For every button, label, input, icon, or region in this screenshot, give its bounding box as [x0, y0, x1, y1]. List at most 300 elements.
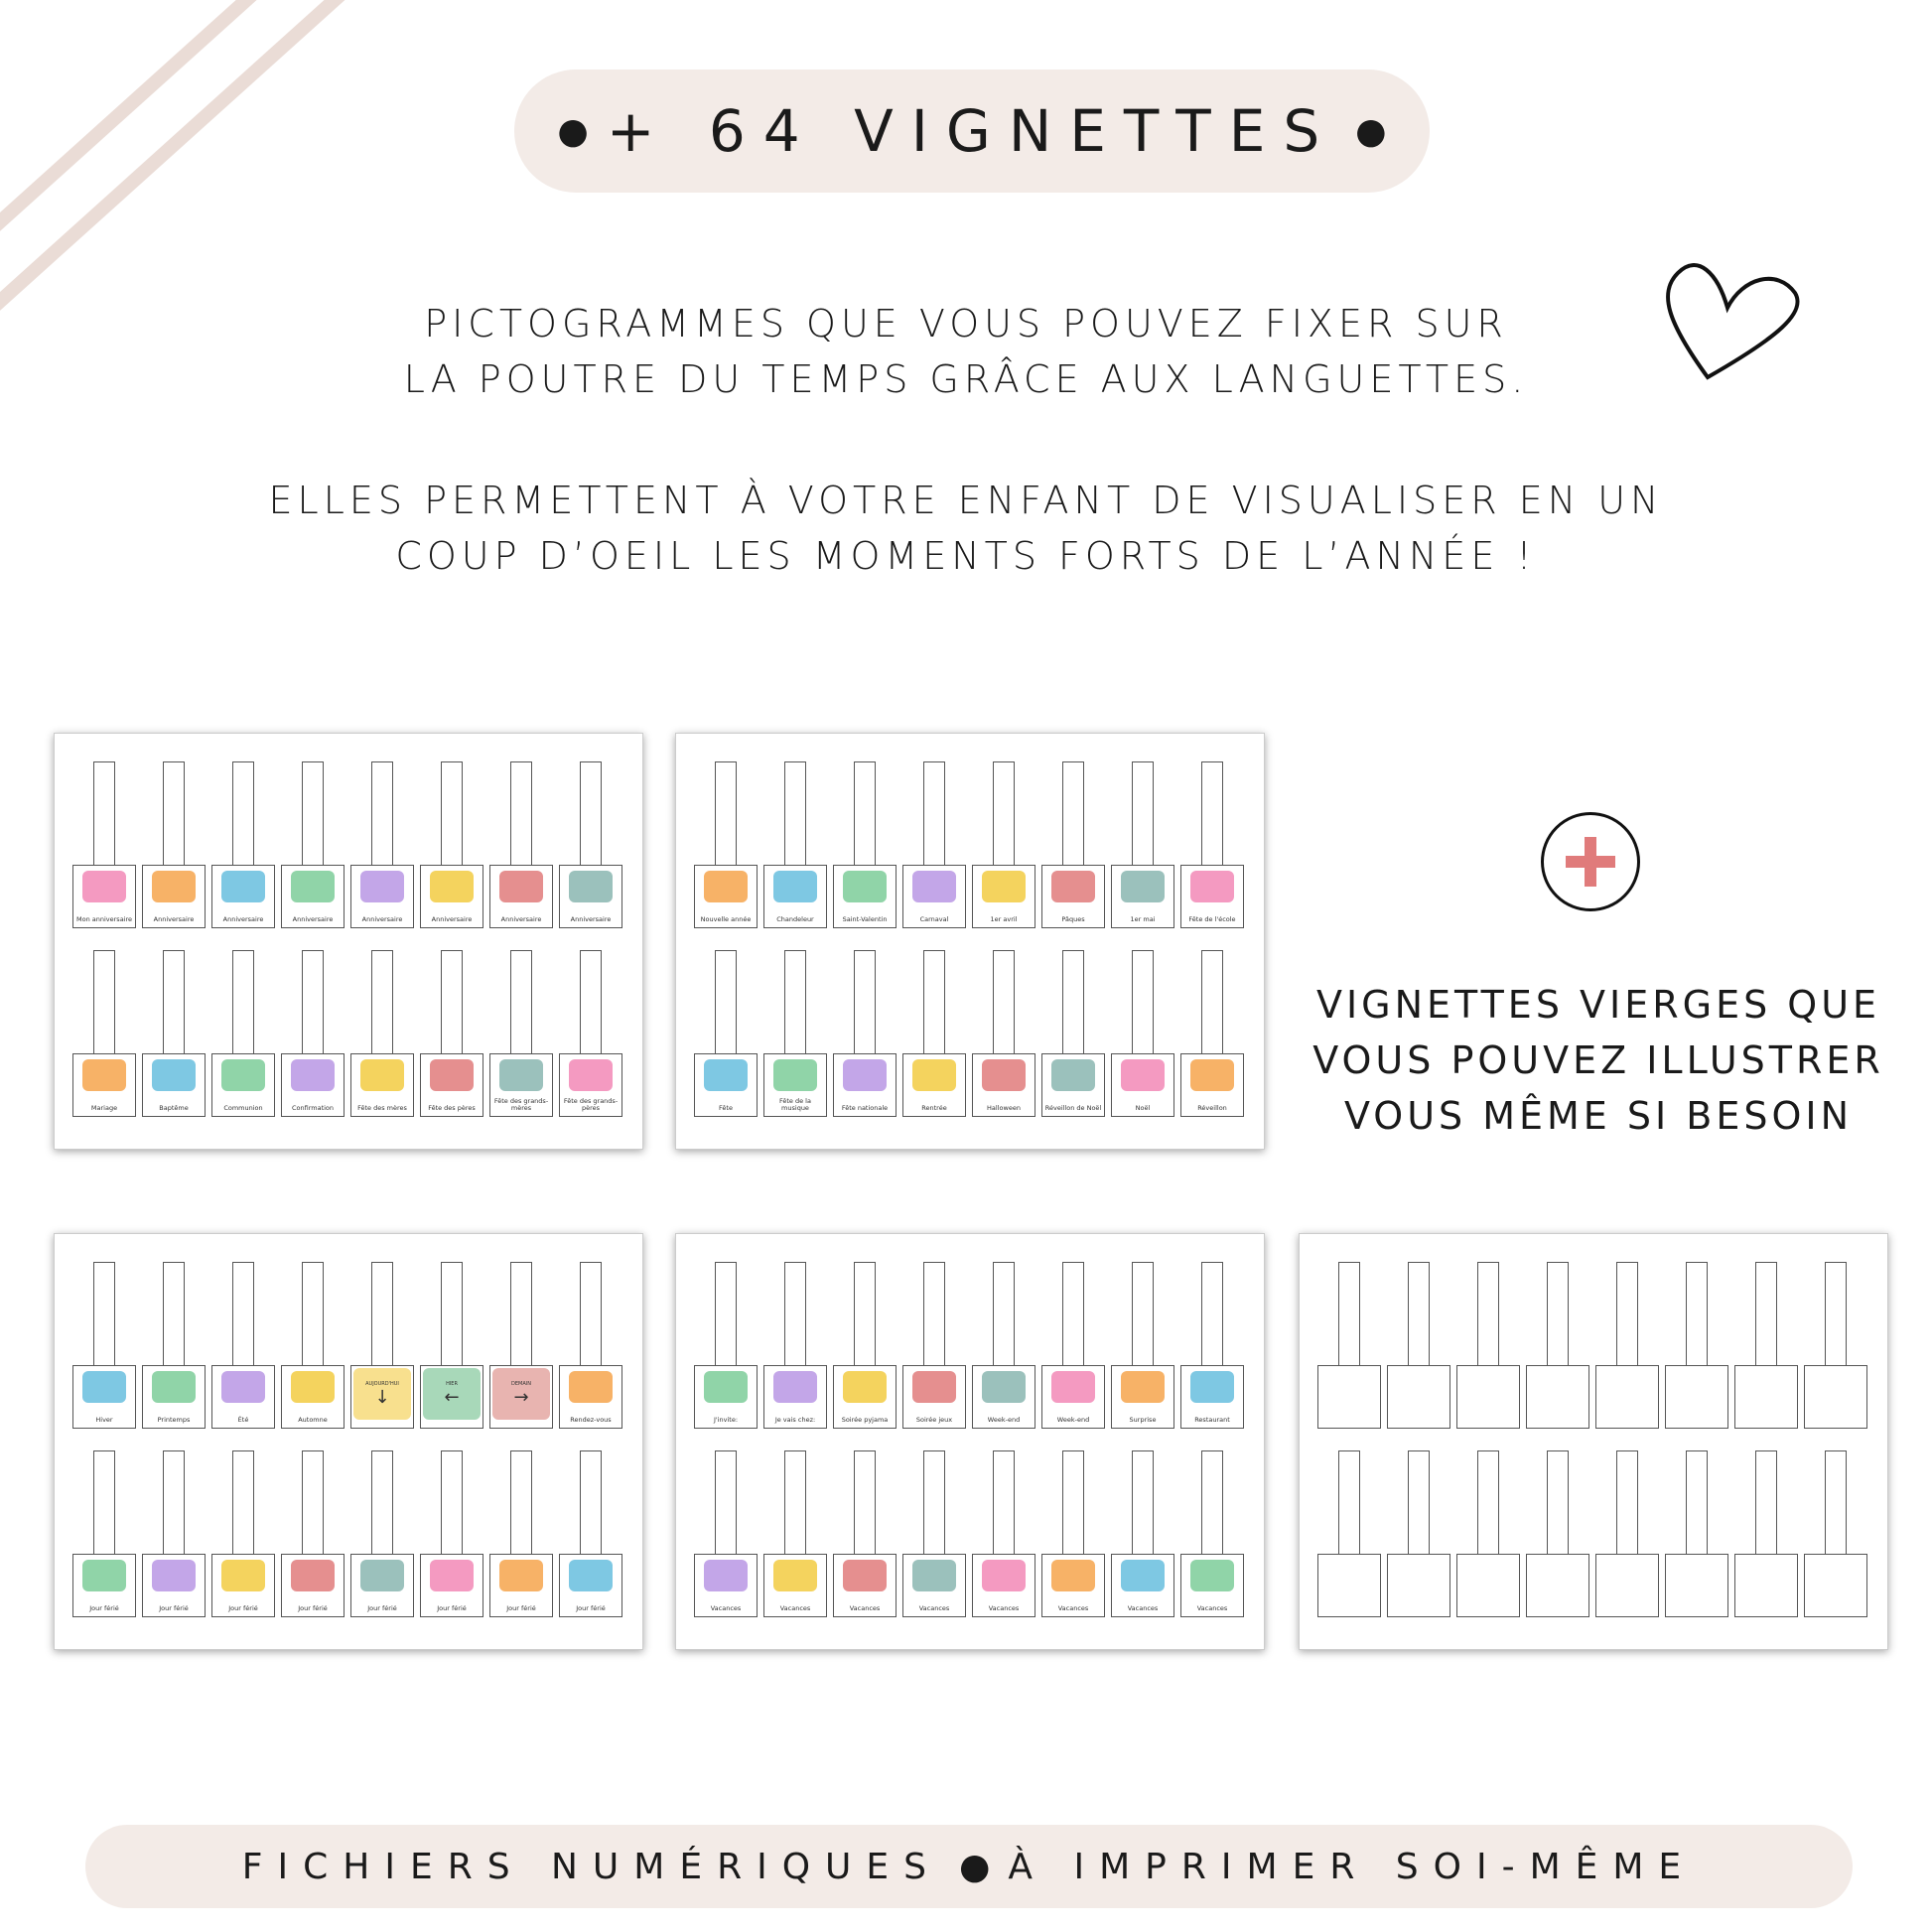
picto-image [1190, 1371, 1234, 1403]
picto-image [1121, 1371, 1165, 1403]
picto-card [833, 1365, 897, 1429]
special-card-label: AUJOURD'HUI [365, 1380, 399, 1387]
picto-image [912, 871, 956, 902]
picto-image [430, 871, 474, 902]
picto-image [430, 1059, 474, 1091]
picto-card [902, 865, 966, 928]
page-title: + 64 VIGNETTES [606, 97, 1338, 165]
tab-strip [302, 1450, 324, 1556]
tab-strip [1825, 1450, 1847, 1556]
blank-card [1456, 1365, 1520, 1429]
picto-card [763, 1053, 827, 1117]
picto-label: Vacances [849, 1604, 881, 1612]
picto-image [704, 1059, 748, 1091]
picto-card [559, 1365, 622, 1429]
picto-card [142, 865, 206, 928]
picto-image [982, 1059, 1026, 1091]
tab-strip [854, 1450, 876, 1556]
picto-label: Printemps [157, 1416, 191, 1424]
tab-strip [1755, 1262, 1777, 1367]
picto-image [843, 1560, 887, 1591]
tab-strip [923, 1262, 945, 1367]
blank-card [1317, 1365, 1381, 1429]
tab-strip [93, 1450, 115, 1556]
picto-label: Fête des grands-pères [563, 1097, 619, 1112]
tab-strip [854, 761, 876, 867]
picto-image [704, 871, 748, 902]
tab-strip [93, 761, 115, 867]
tab-strip [302, 950, 324, 1055]
picto-label: Communion [223, 1104, 263, 1112]
printable-sheet [54, 1233, 643, 1650]
picto-label: Vacances [988, 1604, 1020, 1612]
tab-strip [1132, 1450, 1154, 1556]
tab-strip [371, 950, 393, 1055]
tab-strip [1132, 761, 1154, 867]
picto-card [902, 1365, 966, 1429]
picto-image [569, 1059, 613, 1091]
blank-card [1317, 1554, 1381, 1617]
picto-image [82, 871, 126, 902]
tab-strip [1062, 1450, 1084, 1556]
tab-strip [1686, 1262, 1708, 1367]
picto-card [211, 1554, 275, 1617]
tab-strip [715, 950, 737, 1055]
picto-image [221, 1059, 265, 1091]
picto-label: Fête de l'école [1188, 915, 1236, 923]
picto-card [972, 1053, 1035, 1117]
tab-strip [784, 950, 806, 1055]
blank-card [1665, 1554, 1728, 1617]
picto-image [982, 1371, 1026, 1403]
picto-card [72, 1053, 136, 1117]
picto-label: Carnaval [919, 915, 949, 923]
tab-strip [1338, 1262, 1360, 1367]
picto-label: 1er mai [1130, 915, 1156, 923]
tab-strip [1616, 1262, 1638, 1367]
picto-card [972, 1365, 1035, 1429]
picto-card [763, 1365, 827, 1429]
picto-label: J'invite: [713, 1416, 739, 1424]
tab-strip [93, 950, 115, 1055]
tab-strip [1408, 1450, 1430, 1556]
tab-strip [1201, 1262, 1223, 1367]
tab-strip [854, 1262, 876, 1367]
picto-label: Anniversaire [153, 915, 195, 923]
picto-card [72, 1554, 136, 1617]
blank-card [1595, 1554, 1659, 1617]
tab-strip [441, 1450, 463, 1556]
picto-image [773, 871, 817, 902]
picto-label: Week-end [987, 1416, 1021, 1424]
blank-card [1456, 1554, 1520, 1617]
picto-image [1051, 1371, 1095, 1403]
picto-image [1190, 1059, 1234, 1091]
picto-image [82, 1560, 126, 1591]
tab-strip [1825, 1262, 1847, 1367]
picto-card [559, 1053, 622, 1117]
picto-image [912, 1560, 956, 1591]
picto-image [569, 871, 613, 902]
picto-card [281, 1053, 345, 1117]
picto-label: Rendez-vous [570, 1416, 612, 1424]
picto-label: Vacances [1196, 1604, 1228, 1612]
picto-card [1111, 1053, 1174, 1117]
tab-strip [441, 761, 463, 867]
picto-label: Pâques [1061, 915, 1085, 923]
picto-label: Anniversaire [361, 915, 403, 923]
picto-label: Vacances [918, 1604, 950, 1612]
picto-label: Jour férié [298, 1604, 328, 1612]
blank-card [1595, 1365, 1659, 1429]
picto-image: AUJOURD'HUI ↓ [353, 1368, 411, 1420]
tab-strip [715, 761, 737, 867]
intro-text: PICTOGRAMMES QUE VOUS POUVEZ FIXER SUR LA POUTRE DU TEMPS GRÂCE AUX LANGUETTES. [403, 302, 1529, 401]
tab-strip [993, 761, 1015, 867]
picto-card [1180, 1365, 1244, 1429]
picto-label: Fête des grands-mères [493, 1097, 549, 1112]
picto-card [1180, 1554, 1244, 1617]
picto-card [281, 1365, 345, 1429]
picto-label: Week-end [1056, 1416, 1090, 1424]
picto-image [843, 871, 887, 902]
picto-label: Anniversaire [570, 915, 612, 923]
tab-strip [784, 761, 806, 867]
picto-card [763, 865, 827, 928]
printable-sheet [1299, 1233, 1888, 1650]
tab-strip [1755, 1450, 1777, 1556]
picto-label: Jour férié [576, 1604, 606, 1612]
picto-image [569, 1560, 613, 1591]
blank-card [1526, 1554, 1589, 1617]
picto-image [152, 1371, 196, 1403]
picto-card [559, 865, 622, 928]
picto-image [1051, 871, 1095, 902]
tab-strip [923, 761, 945, 867]
tab-strip [1477, 1262, 1499, 1367]
picto-image [291, 1560, 335, 1591]
picto-label: Confirmation [291, 1104, 335, 1112]
picto-image [291, 871, 335, 902]
blank-card [1734, 1365, 1798, 1429]
picto-label: Mon anniversaire [75, 915, 133, 923]
picto-label: Anniversaire [500, 915, 542, 923]
picto-label: Jour férié [228, 1604, 258, 1612]
picto-card [559, 1554, 622, 1617]
picto-image [291, 1059, 335, 1091]
picto-label: Anniversaire [431, 915, 473, 923]
picto-card [142, 1365, 206, 1429]
tab-strip [510, 761, 532, 867]
picto-image [221, 1371, 265, 1403]
footer-left: FICHIERS NUMÉRIQUES [241, 1846, 941, 1887]
picto-image [843, 1371, 887, 1403]
picto-card [1180, 865, 1244, 928]
tab-strip [302, 761, 324, 867]
tab-strip [1132, 950, 1154, 1055]
picto-label: Jour férié [367, 1604, 397, 1612]
tab-strip [580, 950, 602, 1055]
picto-image [1121, 1560, 1165, 1591]
tab-strip [1201, 761, 1223, 867]
tab-strip [1062, 950, 1084, 1055]
picto-card [902, 1053, 966, 1117]
picto-card [763, 1554, 827, 1617]
picto-label: Surprise [1129, 1416, 1157, 1424]
picto-image [1121, 871, 1165, 902]
tab-strip [1408, 1262, 1430, 1367]
picto-card [350, 1554, 414, 1617]
picto-card [1111, 865, 1174, 928]
tab-strip [580, 1450, 602, 1556]
picto-card [833, 1053, 897, 1117]
picto-card [281, 1554, 345, 1617]
picto-label: Fête [719, 1104, 733, 1112]
picto-image [499, 1560, 543, 1591]
plus-icon [1541, 812, 1640, 911]
blank-card [1665, 1365, 1728, 1429]
picto-label: Jour férié [89, 1604, 119, 1612]
picto-image [1051, 1560, 1095, 1591]
picto-label: Baptême [159, 1104, 189, 1112]
picto-card [1041, 865, 1105, 928]
picto-image [704, 1371, 748, 1403]
picto-card [350, 1053, 414, 1117]
picto-label: Chandeleur [776, 915, 814, 923]
tab-strip [1062, 1262, 1084, 1367]
picto-card [489, 1053, 553, 1117]
picto-card [489, 865, 553, 928]
printable-sheet [675, 733, 1265, 1150]
blank-card [1804, 1554, 1867, 1617]
title-pill: ● + 64 VIGNETTES ● [514, 69, 1430, 193]
picto-label: Soirée jeux [915, 1416, 953, 1424]
picto-label: Réveillon de Noël [1044, 1104, 1102, 1112]
tab-strip [441, 1262, 463, 1367]
blank-card [1526, 1365, 1589, 1429]
picto-label: Automne [298, 1416, 328, 1424]
tab-strip [510, 1450, 532, 1556]
picto-image [912, 1371, 956, 1403]
tab-strip [993, 1450, 1015, 1556]
picto-label: Fête nationale [841, 1104, 889, 1112]
tab-strip [1547, 1450, 1569, 1556]
picto-card [489, 1554, 553, 1617]
picto-image [152, 1059, 196, 1091]
picto-image [982, 1560, 1026, 1591]
picto-card [972, 1554, 1035, 1617]
tab-strip [232, 1450, 254, 1556]
tab-strip [510, 1262, 532, 1367]
tab-strip [1338, 1450, 1360, 1556]
picto-image [499, 871, 543, 902]
footer-pill: FICHIERS NUMÉRIQUES ● À IMPRIMER SOI-MÊME [85, 1825, 1853, 1908]
picto-label: Vacances [779, 1604, 811, 1612]
picto-image [291, 1371, 335, 1403]
picto-card [350, 1365, 414, 1429]
picto-image [82, 1371, 126, 1403]
picto-image [1190, 1560, 1234, 1591]
tab-strip [580, 1262, 602, 1367]
picto-card [420, 1365, 483, 1429]
picto-card [211, 1365, 275, 1429]
picto-label: Soirée pyjama [841, 1416, 889, 1424]
tab-strip [93, 1262, 115, 1367]
tab-strip [163, 1450, 185, 1556]
picto-card [142, 1554, 206, 1617]
picto-image [1190, 871, 1234, 902]
tab-strip [441, 950, 463, 1055]
picto-card [72, 1365, 136, 1429]
picto-card [902, 1554, 966, 1617]
picto-image [773, 1560, 817, 1591]
tab-strip [371, 761, 393, 867]
picto-image [704, 1560, 748, 1591]
blank-cards-text: VIGNETTES VIERGES QUE VOUS POUVEZ ILLUSTRER VOUS MÊME SI BESOIN [1312, 983, 1884, 1138]
picto-card [1180, 1053, 1244, 1117]
picto-card [211, 865, 275, 928]
picto-label: Restaurant [1194, 1416, 1230, 1424]
tab-strip [232, 761, 254, 867]
tab-strip [163, 1262, 185, 1367]
picto-card [694, 1365, 758, 1429]
picto-card [1041, 1365, 1105, 1429]
picto-card [489, 1365, 553, 1429]
picto-image [360, 1059, 404, 1091]
picto-image [1121, 1059, 1165, 1091]
tab-strip [510, 950, 532, 1055]
picto-label: Jour férié [506, 1604, 536, 1612]
blank-card [1734, 1554, 1798, 1617]
picto-card [72, 865, 136, 928]
tab-strip [580, 761, 602, 867]
picto-image [1051, 1059, 1095, 1091]
picto-image [843, 1059, 887, 1091]
picto-card [833, 1554, 897, 1617]
blank-card [1804, 1365, 1867, 1429]
picto-label: Nouvelle année [700, 915, 752, 923]
picto-image: DEMAIN → [492, 1368, 550, 1420]
picto-card [1041, 1554, 1105, 1617]
picto-card [142, 1053, 206, 1117]
tab-strip [1477, 1450, 1499, 1556]
picto-image [773, 1059, 817, 1091]
picto-card [420, 1554, 483, 1617]
tab-strip [1547, 1262, 1569, 1367]
tab-strip [371, 1262, 393, 1367]
picto-card [420, 1053, 483, 1117]
tab-strip [715, 1450, 737, 1556]
picto-card [1041, 1053, 1105, 1117]
picto-card [694, 865, 758, 928]
tab-strip [232, 1262, 254, 1367]
picto-label: Rentrée [921, 1104, 947, 1112]
picto-label: Réveillon [1197, 1104, 1227, 1112]
picto-label: Halloween [987, 1104, 1021, 1112]
picto-card [420, 865, 483, 928]
tab-strip [1686, 1450, 1708, 1556]
picto-label: Été [237, 1416, 249, 1424]
picto-label: Fête des mères [357, 1104, 407, 1112]
printable-sheet [675, 1233, 1265, 1650]
tab-strip [1201, 950, 1223, 1055]
picto-image [82, 1059, 126, 1091]
picto-card [694, 1554, 758, 1617]
picto-label: Anniversaire [292, 915, 334, 923]
picto-image [773, 1371, 817, 1403]
picto-label: Anniversaire [222, 915, 264, 923]
picto-image: HIER ← [423, 1368, 481, 1420]
picto-card [1111, 1365, 1174, 1429]
tab-strip [993, 950, 1015, 1055]
picto-card [1111, 1554, 1174, 1617]
tab-strip [1616, 1450, 1638, 1556]
picto-image [221, 1560, 265, 1591]
picto-image [360, 1560, 404, 1591]
tab-strip [1132, 1262, 1154, 1367]
picto-label: Hiver [95, 1416, 113, 1424]
picto-image [221, 871, 265, 902]
picto-label: Jour férié [159, 1604, 189, 1612]
picto-image [430, 1560, 474, 1591]
picto-label: 1er avril [990, 915, 1018, 923]
tab-strip [1201, 1450, 1223, 1556]
picto-card [833, 865, 897, 928]
tab-strip [993, 1262, 1015, 1367]
picto-label: Vacances [1127, 1604, 1159, 1612]
picto-card [972, 865, 1035, 928]
tab-strip [163, 761, 185, 867]
printable-sheet [54, 733, 643, 1150]
tab-strip [784, 1450, 806, 1556]
picto-label: Fête de la musique [779, 1097, 811, 1112]
picto-label: Fête des pères [428, 1104, 476, 1112]
blank-card [1387, 1554, 1450, 1617]
picto-label: Jour férié [437, 1604, 467, 1612]
picto-image [360, 871, 404, 902]
picto-label: Saint-Valentin [842, 915, 888, 923]
tab-strip [784, 1262, 806, 1367]
picto-card [350, 865, 414, 928]
picto-image [982, 871, 1026, 902]
tab-strip [232, 950, 254, 1055]
picto-image [569, 1371, 613, 1403]
picto-image [912, 1059, 956, 1091]
tab-strip [923, 950, 945, 1055]
picto-card [281, 865, 345, 928]
blank-card [1387, 1365, 1450, 1429]
tab-strip [371, 1450, 393, 1556]
picto-label: Vacances [1057, 1604, 1089, 1612]
intro-text-2: ELLES PERMETTENT À VOTRE ENFANT DE VISUALISER EN UN COUP D’OEIL LES MOMENTS FORTS DE L’ANNÉE ! [268, 479, 1664, 578]
tab-strip [715, 1262, 737, 1367]
special-card-label: DEMAIN [511, 1380, 531, 1387]
tab-strip [1062, 761, 1084, 867]
picto-label: Mariage [90, 1104, 118, 1112]
picto-image [152, 1560, 196, 1591]
picto-label: Je vais chez: [774, 1416, 816, 1424]
tab-strip [163, 950, 185, 1055]
picto-card [211, 1053, 275, 1117]
special-card-label: HIER [446, 1380, 458, 1387]
footer-right: À IMPRIMER SOI-MÊME [1008, 1846, 1697, 1887]
picto-image [499, 1059, 543, 1091]
picto-card [694, 1053, 758, 1117]
tab-strip [302, 1262, 324, 1367]
picto-label: Noël [1135, 1104, 1151, 1112]
tab-strip [854, 950, 876, 1055]
picto-label: Vacances [710, 1604, 742, 1612]
